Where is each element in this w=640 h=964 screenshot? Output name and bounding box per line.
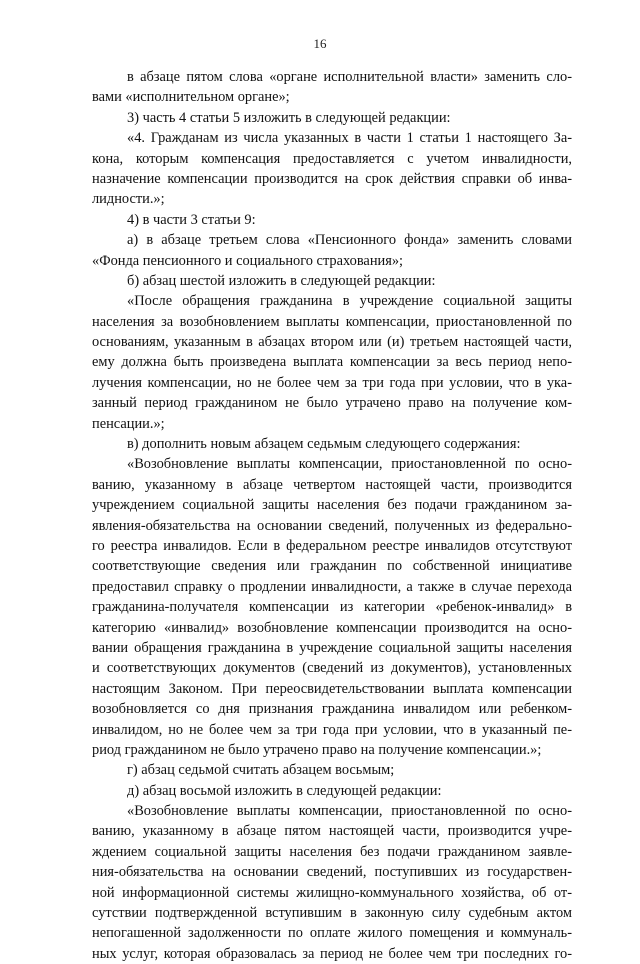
text-line: и соответствующих документов (сведений из документов), установленных [92,660,572,677]
text-line: основаниям, указанным в абзацах втором или (и) третьем настоящей части, [92,334,572,351]
text-line: «После обращения гражданина в учреждение социальной защиты [127,293,572,310]
text-line: инвалидом, но не более чем за три года при условии, что в указанный пе- [92,721,572,738]
text-line: в абзаце пятом слова «органе исполнительной власти» заменить сло- [127,69,572,85]
text-line: лучения компенсации, но не более чем за три года при условии, что в ука- [92,374,572,391]
text-line: категорию «инвалид» возобновление компенсации производится на осно- [92,619,572,636]
text-line: населения за возобновлением выплаты компенсации, приостановленной по [92,313,572,330]
text-line: 4) в части 3 статьи 9: [127,211,256,228]
text-line: учреждением социальной защиты населения без подачи гражданином за- [92,497,572,514]
document-body [92,67,572,964]
text-line: «Возобновление выплаты компенсации, приостановленной по осно- [127,456,572,473]
text-line: настоящим Законом. При переосвидетельствовании выплата компенсации [92,680,572,697]
text-line: «4. Гражданам из числа указанных в части 1 статьи 1 настоящего За- [127,130,572,147]
text-line: ванию, указанному в абзаце пятом настоящей части, производится учре- [92,823,572,840]
text-line: сутствии подтвержденной вступившим в законную силу судебным актом [92,905,572,922]
text-line: предоставил справку о продлении инвалидности, а также в случае перехода [92,578,572,595]
text-line: ной информационной системы жилищно-коммунального хозяйства, об от- [92,884,572,901]
text-line: гражданина-получателя компенсации из категории «ребенок-инвалид» в [92,599,572,616]
text-line: ния-обязательства на основании сведений, поступивших из государствен- [92,864,572,881]
text-line: возобновляется со дня признания гражданина инвалидом или ребенком- [92,701,572,718]
text-line: ему должна быть произведена выплата компенсации за весь период непо- [92,354,572,371]
text-line: непогашенной задолженности по оплате жилого помещения и коммуналь- [92,925,572,942]
text-line: кона, которым компенсация предоставляется с учетом инвалидности, [92,150,572,167]
text-line: назначение компенсации производится на срок действия справки об инва- [92,170,572,187]
text-line: лидности.»; [92,191,165,208]
text-line: г) абзац седьмой считать абзацем восьмым; [127,762,395,779]
text-line: явления-обязательства на основании сведений, полученных из федерально- [92,517,572,534]
text-line: го реестра инвалидов. Если в федеральном реестре инвалидов отсутствуют [92,537,572,554]
text-line: занный период гражданином не было утрачено право на получение ком- [92,395,572,412]
text-line: пенсации.»; [92,415,165,432]
text-line: 3) часть 4 статьи 5 изложить в следующей редакции: [127,109,451,126]
page-number: 16 [313,36,327,51]
text-line: «Возобновление выплаты компенсации, приостановленной по осно- [127,803,572,820]
text-line: ных услуг, которая образовалась за период не более чем три последних го- [92,945,572,962]
text-line: ванию, указанному в абзаце четвертом настоящей части, производится [92,476,572,493]
text-line: соответствующие сведения или гражданин по собственной инициативе [92,558,572,575]
text-line: д) абзац восьмой изложить в следующей редакции: [127,782,442,799]
text-line: в) дополнить новым абзацем седьмым следующего содержания: [127,436,521,453]
text-line: вами «исполнительном органе»; [92,89,290,106]
text-line: «Фонда пенсионного и социального страхования»; [92,252,404,269]
text-line: ждением социальной защиты населения без подачи гражданином заявле- [92,843,572,860]
text-line: риод гражданином не было утрачено право на получение компенсации.»; [92,741,542,758]
text-line: вании обращения гражданина в учреждение социальной защиты населения [92,639,572,656]
text-line: а) в абзаце третьем слова «Пенсионного фонда» заменить словами [127,232,572,249]
text-line: б) абзац шестой изложить в следующей редакции: [127,272,436,289]
